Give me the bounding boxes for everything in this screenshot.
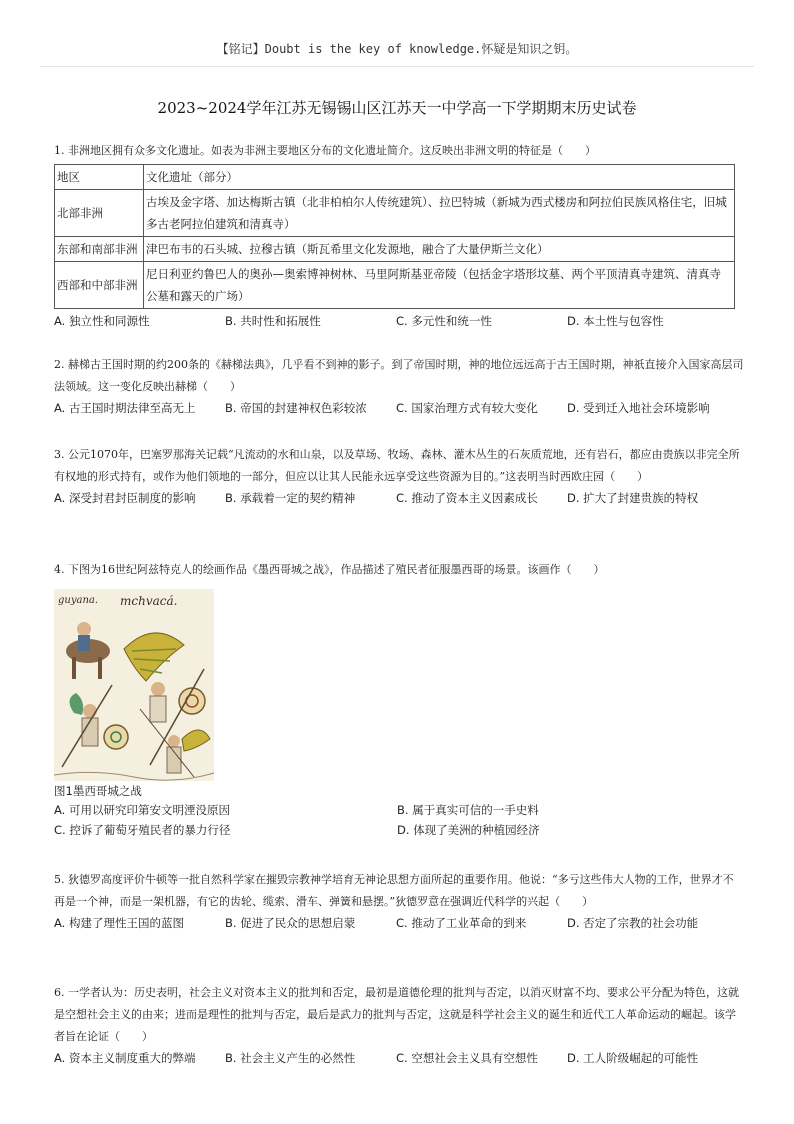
option-c[interactable]: C. 控诉了葡萄牙殖民者的暴力行径 (54, 823, 231, 837)
option-d[interactable]: D. 本土性与包容性 (567, 314, 664, 328)
option-b[interactable]: B. 共时性和拓展性 (225, 314, 321, 328)
option-b[interactable]: B. 承载着一定的契约精神 (225, 491, 356, 505)
option-a[interactable]: A. 资本主义制度重大的弊端 (54, 1051, 196, 1065)
option-b[interactable]: B. 帝国的封建神权色彩较浓 (225, 401, 367, 415)
option-d[interactable]: D. 扩大了封建贵族的特权 (567, 491, 699, 505)
option-d[interactable]: D. 工人阶级崛起的可能性 (567, 1051, 699, 1065)
option-b[interactable]: B. 促进了民众的思想启蒙 (225, 916, 356, 930)
option-a[interactable]: A. 深受封君封臣制度的影响 (54, 491, 196, 505)
table-row (55, 262, 735, 309)
battle-painting-image (54, 589, 214, 781)
painting-inscription-right: mchvacá. (120, 594, 178, 608)
option-c[interactable]: C. 推动了资本主义因素成长 (396, 491, 538, 505)
table-header-cell: 地区 (55, 165, 144, 190)
table-cell: 东部和南部非洲 (55, 237, 144, 262)
option-c[interactable]: C. 空想社会主义具有空想性 (396, 1051, 538, 1065)
option-c[interactable]: C. 国家治理方式有较大变化 (396, 401, 538, 415)
option-a[interactable]: A. 古王国时期法律至高无上 (54, 401, 196, 415)
question-5 (54, 869, 744, 933)
table-cell: 津巴布韦的石头城、拉穆古镇（斯瓦希里文化发源地，融合了大量伊斯兰文化） (144, 237, 735, 262)
question-stem: 2. 赫梯古王国时期的约200条的《赫梯法典》，几乎看不到神的影子。到了帝国时期，神的地位远远高于古王国时期，神祇直接介入国家高层司法领域。这一变化反映出赫梯（ ） (54, 358, 744, 393)
options-row (54, 1048, 744, 1068)
question-stem: 6. 一学者认为：历史表明，社会主义对资本主义的批判和否定，最初是道德伦理的批判与否定，以消灭财富不均、要求公平分配为特色，这就是空想社会主义的由来；进而是理性的批判与否定，最后是武力的批判与否定，这就是科学社会主义的诞生和近代工人革命运动的崛起。该学者旨在论证（ ） (54, 986, 739, 1043)
option-d[interactable]: D. 否定了宗教的社会功能 (567, 916, 699, 930)
option-c[interactable]: C. 多元性和统一性 (396, 314, 492, 328)
options-grid (54, 800, 744, 840)
page-title: 2023~2024学年江苏无锡锡山区江苏天一中学高一下学期期末历史试卷 (157, 99, 637, 117)
option-c[interactable]: C. 推动了工业革命的到来 (396, 916, 527, 930)
option-b[interactable]: B. 属于真实可信的一手史料 (397, 803, 539, 817)
question-stem: 1. 非洲地区拥有众多文化遗址。如表为非洲主要地区分布的文化遗址简介。这反映出非洲文明的特征是（ ） (54, 144, 596, 157)
question-stem: 5. 狄德罗高度评价牛顿等一批自然科学家在摧毁宗教神学培育无神论思想方面所起的重要作用。他说：“多亏这些伟大人物的工作，世界才不再是一个神，而是一架机器，有它的齿轮、缆索、滑车、弹簧和悬摆。”狄德罗意在强调近代科学的兴起（ ） (54, 873, 734, 908)
table-cell: 古埃及金字塔、加达梅斯古镇（北非柏柏尔人传统建筑）、拉巴特城（新城为西式楼房和阿拉伯民族风格住宅，旧城多古老阿拉伯建筑和清真寺） (144, 190, 735, 237)
table-cell: 北部非洲 (55, 190, 144, 237)
table-row (55, 190, 735, 237)
question-4 (54, 559, 744, 840)
question-stem: 3. 公元1070年，巴塞罗那海关记载“凡流动的水和山泉，以及草场、牧场、森林、灌木丛生的石灰质荒地，还有岩石，都应由贵族以非完全所有权地的形式持有，或作为他们领地的一部分，但应以让其人民能永远享受这些资源为目的。”这表明当时西欧庄园（ ） (54, 448, 740, 483)
table-cell: 西部和中部非洲 (55, 262, 144, 309)
options-row (54, 398, 744, 418)
option-b[interactable]: B. 社会主义产生的必然性 (225, 1051, 356, 1065)
option-d[interactable]: D. 受到迁入地社会环境影响 (567, 401, 710, 415)
table-cell: 尼日利亚约鲁巴人的奥孙—奥索博神树林、马里阿斯基亚帝陵（包括金字塔形坟墓、两个平顶清真寺建筑、清真寺公墓和露天的广场） (144, 262, 735, 309)
option-a[interactable]: A. 可用以研究印第安文明湮没原因 (54, 803, 230, 817)
options-row (54, 488, 744, 508)
sites-table (54, 164, 735, 309)
option-a[interactable]: A. 构建了理性王国的蓝图 (54, 916, 184, 930)
option-d[interactable]: D. 体现了美洲的种植园经济 (397, 823, 540, 837)
question-6 (54, 982, 744, 1068)
question-1 (54, 140, 744, 331)
header-divider (40, 66, 754, 67)
question-2 (54, 354, 744, 418)
painting-inscription-left: guyana. (58, 595, 99, 606)
table-header-cell: 文化遗址（部分） (144, 165, 735, 190)
table-header-row (55, 165, 735, 190)
painting-illustration (54, 589, 214, 781)
painting-caption: 图1墨西哥城之战 (54, 784, 142, 798)
options-row (54, 913, 744, 933)
option-a[interactable]: A. 独立性和同源性 (54, 314, 150, 328)
options-row (54, 311, 744, 331)
table-row (55, 237, 735, 262)
question-3 (54, 444, 744, 508)
header-motto: 【铭记】Doubt is the key of knowledge.怀疑是知识之钥。 (216, 42, 578, 56)
question-stem: 4. 下图为16世纪阿兹特克人的绘画作品《墨西哥城之战》，作品描述了殖民者征服墨西哥的场景。该画作（ ） (54, 563, 605, 576)
